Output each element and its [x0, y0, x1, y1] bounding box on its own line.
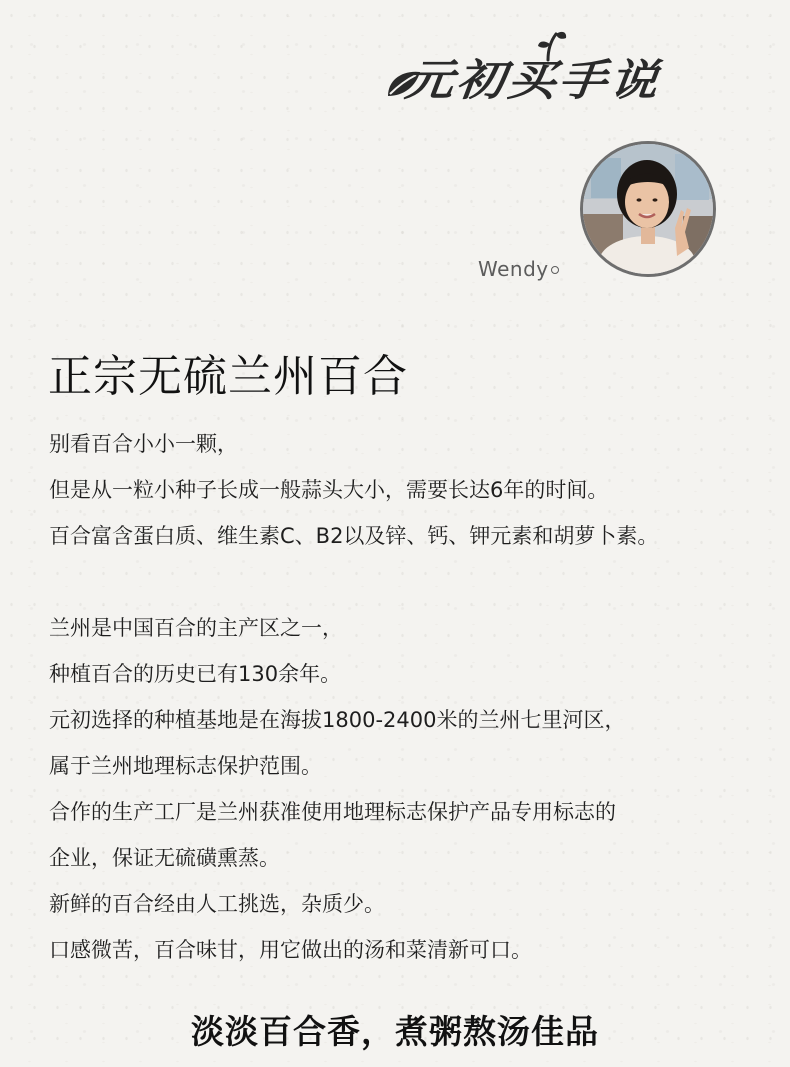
paragraph-origin	[49, 605, 625, 973]
article-title: 正宗无硫兰州百合	[48, 351, 408, 402]
paragraph-line: 但是从一粒小种子长成一般蒜头大小，需要长达6年的时间。	[49, 478, 609, 502]
author-name	[478, 257, 559, 281]
paragraph-line: 别看百合小小一颗，	[49, 432, 238, 456]
brand-logo	[384, 28, 724, 106]
paragraph-line: 企业，保证无硫磺熏蒸。	[49, 846, 280, 870]
paragraph-line: 元初选择的种植基地是在海拔1800-2400米的兰州七里河区，	[49, 708, 626, 732]
paragraph-line: 口感微苦，百合味甘，用它做出的汤和菜清新可口。	[49, 938, 532, 962]
author-dot-icon	[551, 266, 559, 274]
slogan: 淡淡百合香，煮粥熬汤佳品	[191, 1012, 599, 1051]
paragraph-line: 百合富含蛋白质、维生素C、B2以及锌、钙、钾元素和胡萝卜素。	[49, 524, 659, 548]
paragraph-line: 种植百合的历史已有130余年。	[49, 662, 342, 686]
woman-portrait-avatar	[583, 144, 713, 274]
author-name-text: Wendy	[478, 257, 549, 281]
avatar	[580, 141, 716, 277]
paragraph-line: 属于兰州地理标志保护范围。	[49, 754, 322, 778]
paragraph-intro	[49, 421, 658, 559]
paragraph-line: 兰州是中国百合的主产区之一，	[49, 616, 343, 640]
paragraph-line: 新鲜的百合经由人工挑选，杂质少。	[49, 892, 385, 916]
paragraph-line: 合作的生产工厂是兰州获准使用地理标志保护产品专用标志的	[49, 800, 616, 824]
brand-logo-text: 元初买手说	[402, 55, 664, 106]
